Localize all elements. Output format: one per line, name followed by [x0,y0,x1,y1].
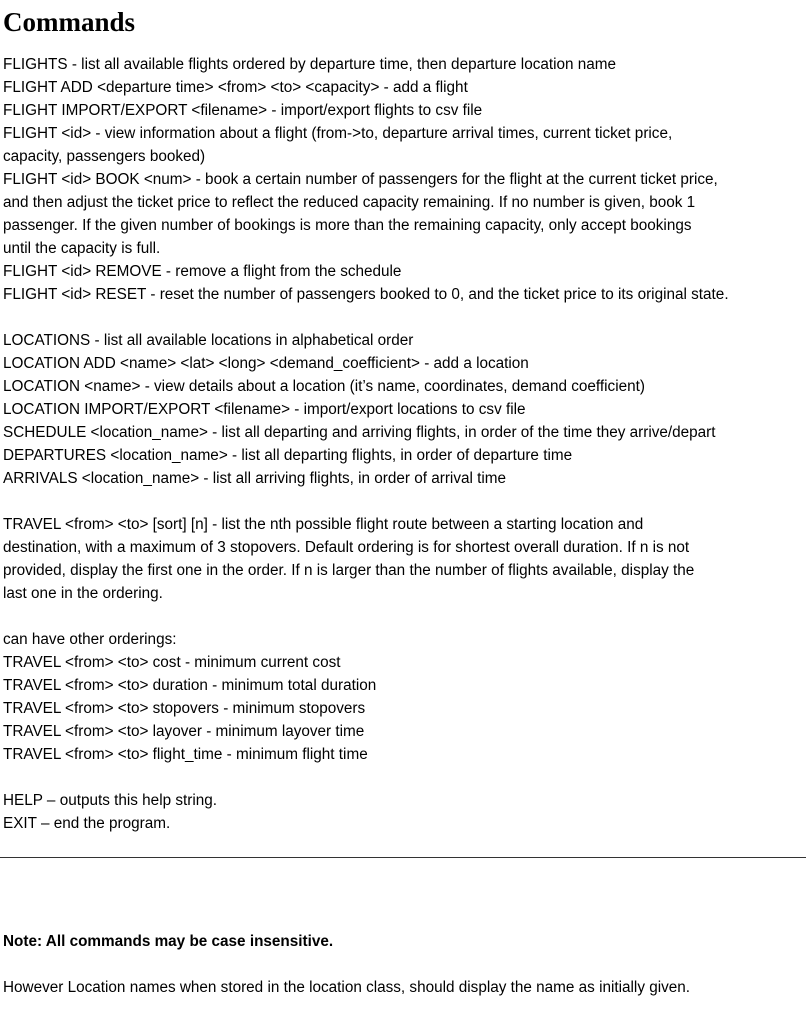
text-line: TRAVEL <from> <to> duration - minimum total duration [3,677,377,694]
locations-section [3,329,806,490]
paragraph-gap [3,306,806,329]
text-line: provided, display the first one in the order. If n is larger than the number of flights available, display the [3,562,695,579]
horizontal-divider [0,857,806,858]
case-insensitive-note: Note: All commands may be case insensitive. [3,933,334,950]
text-line: SCHEDULE <location_name> - list all departing and arriving flights, in order of the time they arrive/depart [3,424,716,441]
travel-section [3,513,806,605]
text-line: and then adjust the ticket price to reflect the reduced capacity remaining. If no number is given, book 1 [3,194,696,211]
text-line: TRAVEL <from> <to> cost - minimum current cost [3,654,341,671]
text-line: FLIGHTS - list all available flights ordered by departure time, then departure location name [3,56,617,73]
paragraph-gap [3,766,806,789]
paragraph-gap [3,605,806,628]
flights-section [3,53,806,306]
commands-list [3,53,806,835]
text-line: can have other orderings: [3,631,177,648]
text-line: TRAVEL <from> <to> flight_time - minimum flight time [3,746,368,763]
text-line: FLIGHT <id> BOOK <num> - book a certain number of passengers for the flight at the current ticket price, [3,171,718,188]
text-line: FLIGHT <id> RESET - reset the number of passengers booked to 0, and the ticket price to its original state. [3,286,729,303]
text-line: TRAVEL <from> <to> [sort] [n] - list the nth possible flight route between a starting location and [3,516,644,533]
text-line: TRAVEL <from> <to> stopovers - minimum stopovers [3,700,366,717]
text-line: last one in the ordering. [3,585,163,602]
text-line: capacity, passengers booked) [3,148,206,165]
text-line: FLIGHT <id> - view information about a flight (from->to, departure arrival times, current ticket price, [3,125,673,142]
text-line: destination, with a maximum of 3 stopovers. Default ordering is for shortest overall duration. If n is not [3,539,690,556]
location-name-note: However Location names when stored in the location class, should display the name as initially given. [3,979,691,996]
orderings-section [3,628,806,766]
text-line: TRAVEL <from> <to> layover - minimum layover time [3,723,365,740]
text-line: EXIT – end the program. [3,815,171,832]
text-line: FLIGHT ADD <departure time> <from> <to> <capacity> - add a flight [3,79,468,96]
text-line: DEPARTURES <location_name> - list all departing flights, in order of departure time [3,447,573,464]
misc-section [3,789,806,835]
text-line: ARRIVALS <location_name> - list all arriving flights, in order of arrival time [3,470,507,487]
paragraph-gap [3,490,806,513]
text-line: passenger. If the given number of bookings is more than the remaining capacity, only accept bookings [3,217,692,234]
text-line: LOCATION IMPORT/EXPORT <filename> - import/export locations to csv file [3,401,526,418]
text-line: HELP – outputs this help string. [3,792,217,809]
text-line: LOCATION ADD <name> <lat> <long> <demand_coefficient> - add a location [3,355,529,372]
text-line: FLIGHT <id> REMOVE - remove a flight from the schedule [3,263,402,280]
page-title: Commands [3,7,136,37]
text-line: FLIGHT IMPORT/EXPORT <filename> - import/export flights to csv file [3,102,483,119]
text-line: until the capacity is full. [3,240,161,257]
text-line: LOCATION <name> - view details about a location (it’s name, coordinates, demand coefficient) [3,378,645,395]
text-line: LOCATIONS - list all available locations in alphabetical order [3,332,414,349]
